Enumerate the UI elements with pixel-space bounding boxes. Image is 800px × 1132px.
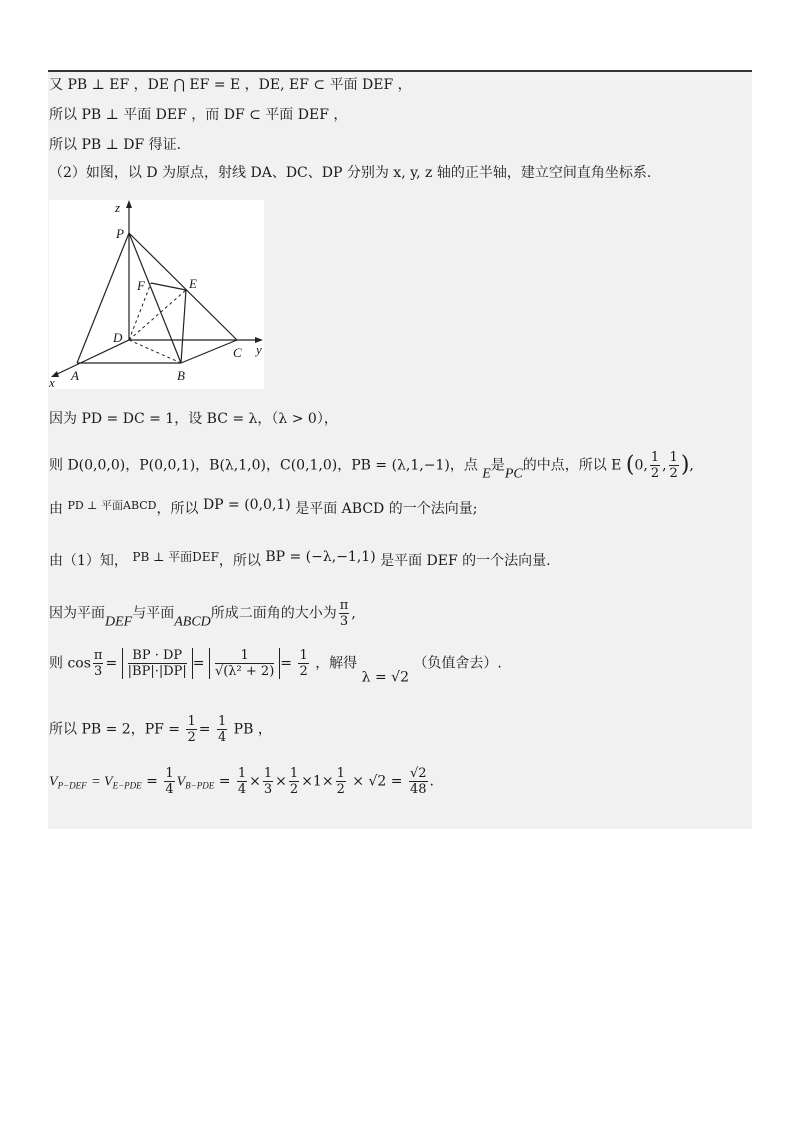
label-y: y: [256, 342, 262, 357]
text-from-1: 由（1）知，: [49, 553, 128, 569]
E-coord-x: 0,: [634, 457, 648, 474]
text-line-2: 所以 PB ⊥ 平面 DEF ，而 DF ⊂ 平面 DEF ，: [49, 107, 348, 123]
text-suoyi: ，所以: [156, 501, 199, 517]
text-line-4: （2）如图，以 D 为原点，射线 DA、DC、DP 分别为 x, y, z 轴的正半轴，建立空间直角坐标系.: [49, 165, 652, 181]
label-P: P: [116, 226, 124, 241]
point-E: E: [482, 466, 491, 482]
vector-DP: DP = (0,0,1): [202, 497, 291, 513]
label-B: B: [177, 368, 185, 383]
frac-quarter-2: $\frac{1}{4}$: [165, 766, 174, 797]
abs-cos-ratio: $\frac{BP \cdot DP}{|BP|\cdot|DP|}$: [122, 648, 193, 679]
segment-PC: PC: [504, 466, 523, 482]
midpoint-text: 的中点，所以 E: [522, 457, 622, 474]
plane-ABCD: ABCD: [174, 614, 211, 630]
text-line-11: 所以 PB = 2，PF = $\frac{1}{2}$ = $\frac{1}{4}$ PB ，: [49, 714, 272, 745]
label-z: z: [115, 200, 121, 215]
frac-answer: $\frac{√2}{48}$: [409, 766, 427, 797]
volume-V1: V: [49, 774, 58, 790]
label-E: E: [189, 276, 197, 291]
times-sqrt2: × √2 =: [352, 773, 403, 790]
text-line-9: 因为平面DEF与平面ABCD所成二面角的大小为 $\frac{\pi}{3}$ ,: [49, 598, 356, 630]
text-line-7: [49, 496, 477, 518]
negative-discarded: （负值舍去）.: [413, 655, 502, 672]
pb-perp-def: PB ⊥ 平面DEF: [132, 550, 219, 564]
text-line-10: 则 cos $\frac{\pi}{3}$ = $\frac{BP \cdot DP}{|BP|\cdot|DP|}$ = $\frac{1}{\text{√(λ² + 2)}}$ = $\frac{1}{2}$ ，解得 λ = √2 （负值舍去）.: [49, 648, 502, 686]
text-line-12: $V_{P-DEF} = V_{E-PDE}$ = $\frac{1}{4}$ $V_{B-PDE}$ = $\frac{1}{4}$ × $\frac{1}{3}$ × $\frac{1}{2}$ ×1× $\frac{1}{2}$ × √2 = $\frac{√2}{48}$ .: [49, 766, 434, 797]
label-C: C: [233, 345, 242, 360]
frac-quarter-1: $\frac{1}{4}$: [217, 714, 227, 745]
lambda-value: λ = √2: [361, 669, 409, 686]
coords-text: 则 D(0,0,0)，P(0,0,1)，B(λ,1,0)，C(0,1,0)，PB = (λ,1,−1)，点: [49, 457, 478, 474]
pb-text: PB ，: [233, 721, 272, 738]
frac-half-2: $\frac{1}{2}$: [669, 450, 678, 481]
sub-pdef: P−DEF: [57, 780, 87, 791]
plane-DEF: DEF: [105, 614, 133, 630]
frac-half-1: $\frac{1}{2}$: [650, 450, 660, 481]
label-D: D: [113, 330, 123, 345]
cos-label: 则 cos: [49, 655, 91, 672]
text-suoyi-2: ，所以: [218, 553, 261, 569]
eq-2: =: [218, 773, 231, 790]
text-line-1: 又 PB ⊥ EF ，DE ⋂ EF = E ，DE, EF ⊂ 平面 DEF ，: [49, 77, 412, 93]
normal-vector-text-2: 是平面 DEF 的一个法向量.: [380, 553, 551, 569]
frac-pi-3: $\frac{\pi}{3}$: [339, 598, 349, 629]
text-jiede: ，解得: [315, 655, 358, 672]
text-line-3: 所以 PB ⊥ DF 得证.: [49, 137, 182, 153]
text-yinwei: 因为平面: [49, 605, 105, 622]
sub-epde: E−PDE: [112, 780, 142, 791]
sub-bpde: B−PDE: [185, 780, 215, 791]
label-x: x: [49, 375, 55, 389]
eq-1: =: [146, 773, 158, 790]
label-F: F: [137, 278, 145, 293]
pb-pf-text: 所以 PB = 2，PF =: [49, 721, 181, 738]
text-line-8: [49, 548, 551, 570]
abs-rhs: $\frac{1}{\text{√(λ² + 2)}}$: [209, 648, 280, 679]
text-line-5: 因为 PD = DC = 1，设 BC = λ，（λ > 0），: [49, 411, 338, 427]
volume-V3: V: [176, 774, 186, 790]
frac-quarter-3: $\frac{1}{4}$: [237, 766, 247, 797]
pd-perp-abcd: PD ⊥ 平面ABCD: [67, 499, 157, 512]
text-you: 由: [49, 501, 63, 517]
volume-V2: = V: [91, 774, 113, 790]
frac-half-5: $\frac{1}{2}$: [289, 766, 299, 797]
vector-BP: BP = (−λ,−1,1): [265, 549, 376, 565]
pyramid-diagram: [49, 200, 264, 389]
period: .: [429, 773, 434, 790]
frac-half-4: $\frac{1}{2}$: [187, 714, 196, 745]
dihedral-text: 所成二面角的大小为: [210, 605, 337, 622]
label-A: A: [71, 368, 79, 383]
frac-pi-3-b: $\frac{\pi}{3}$: [93, 648, 103, 679]
text-yupingmian: 与平面: [132, 605, 175, 622]
text-shi: 是: [490, 457, 505, 474]
frac-third: $\frac{1}{3}$: [263, 766, 273, 797]
frac-half-3: $\frac{1}{2}$: [299, 648, 308, 679]
normal-vector-text-1: 是平面 ABCD 的一个法向量;: [295, 501, 478, 517]
frac-half-6: $\frac{1}{2}$: [336, 766, 345, 797]
pyramid-figure: [49, 200, 264, 389]
text-line-6: 则 D(0,0,0)，P(0,0,1)，B(λ,1,0)，C(0,1,0)，PB = (λ,1,−1)，点 E是PC的中点，所以 E (0, $\frac{1}{2}$ , $\frac{1}{2}$ ),: [49, 450, 694, 482]
